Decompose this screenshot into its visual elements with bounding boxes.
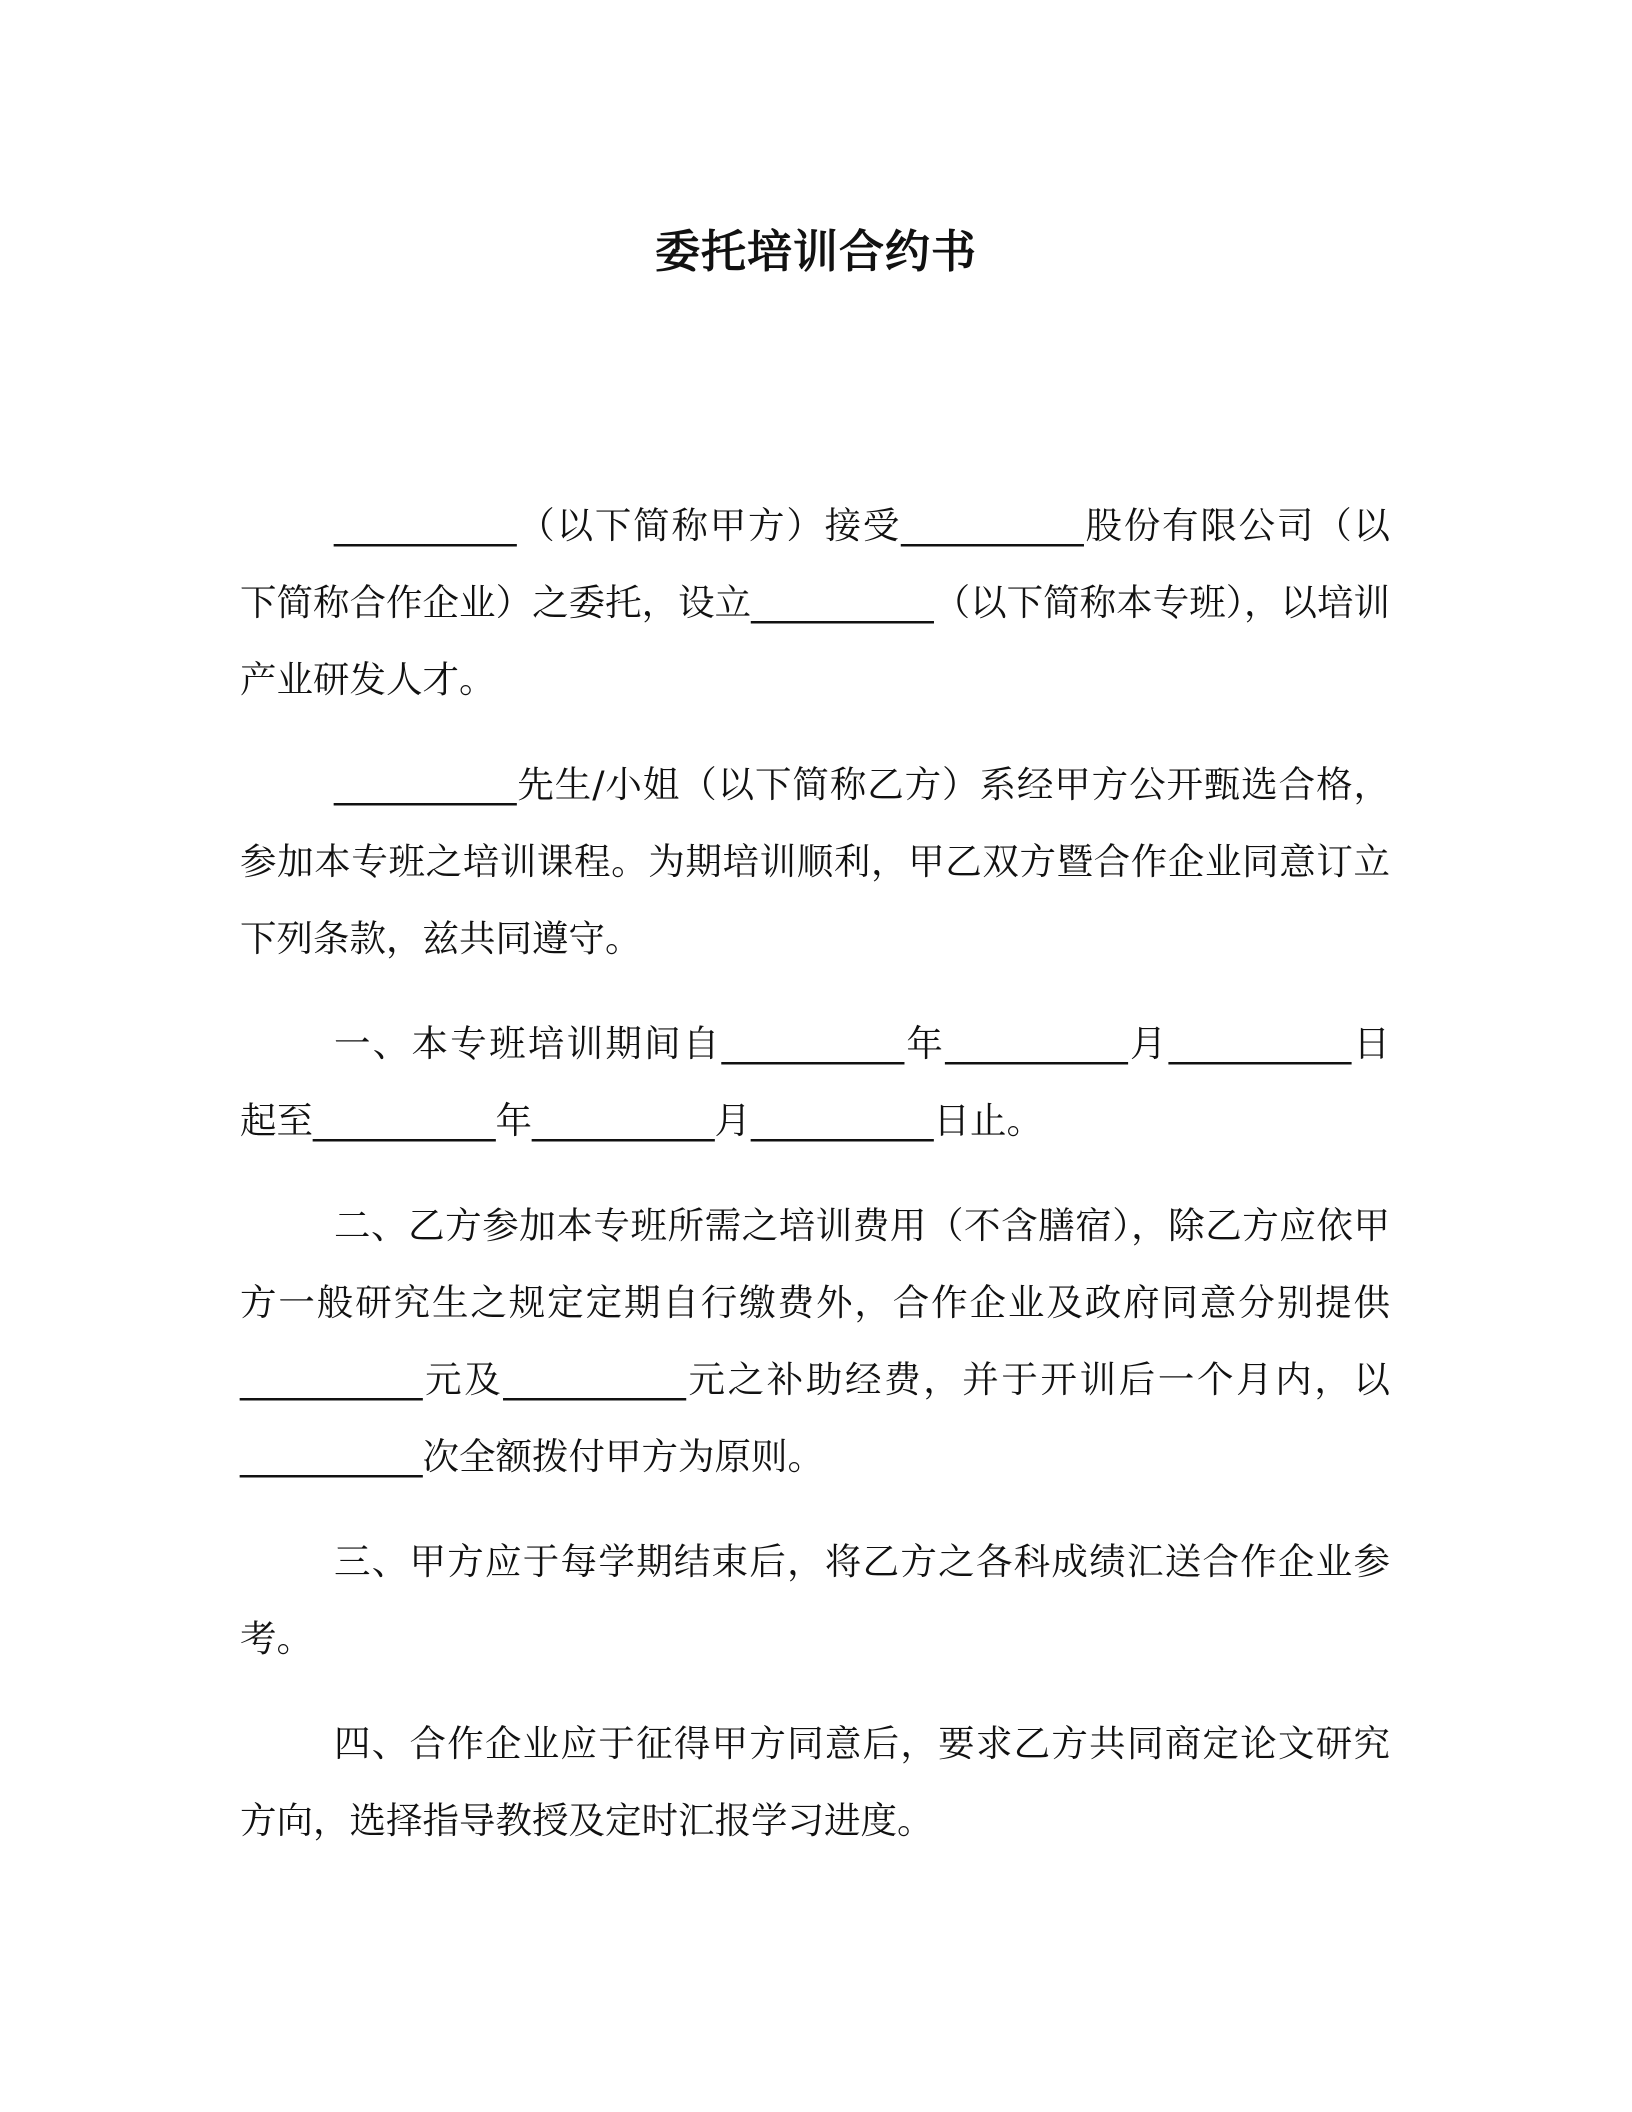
paragraph-party-b-text: __________先生/小姐（以下简称乙方）系经甲方公开甄选合格，参加本专班之培训课程。为期培训顺利，甲乙双方暨合作企业同意订立下列条款，兹共同遵守。 [240, 763, 1390, 960]
paragraph-intro [240, 487, 1390, 718]
clause-3 [240, 1523, 1390, 1677]
clause-2 [240, 1187, 1390, 1495]
clause-1-text: 一、本专班培训期间自__________年__________月__________日起至__________年__________月__________日止。 [240, 1022, 1390, 1142]
clause-4 [240, 1705, 1390, 1859]
document-title: 委托培训合约书 [654, 225, 977, 278]
clause-1 [240, 1005, 1390, 1159]
paragraph-intro-text: __________（以下简称甲方）接受__________股份有限公司（以下简称合作企业）之委托，设立__________（以下简称本专班），以培训产业研发人才。 [240, 504, 1390, 701]
clause-4-text: 四、合作企业应于征得甲方同意后，要求乙方共同商定论文研究方向，选择指导教授及定时汇报学习进度。 [240, 1722, 1390, 1842]
document-body [240, 487, 1390, 1887]
paragraph-party-b [240, 746, 1390, 977]
clause-3-text: 三、甲方应于每学期结束后，将乙方之各科成绩汇送合作企业参考。 [240, 1540, 1390, 1660]
clause-2-text: 二、乙方参加本专班所需之培训费用（不含膳宿），除乙方应依甲方一般研究生之规定定期自行缴费外，合作企业及政府同意分别提供__________元及__________元之补助经费，并于开训后一个月内，以__________次全额拨付甲方为原则。 [240, 1204, 1390, 1478]
